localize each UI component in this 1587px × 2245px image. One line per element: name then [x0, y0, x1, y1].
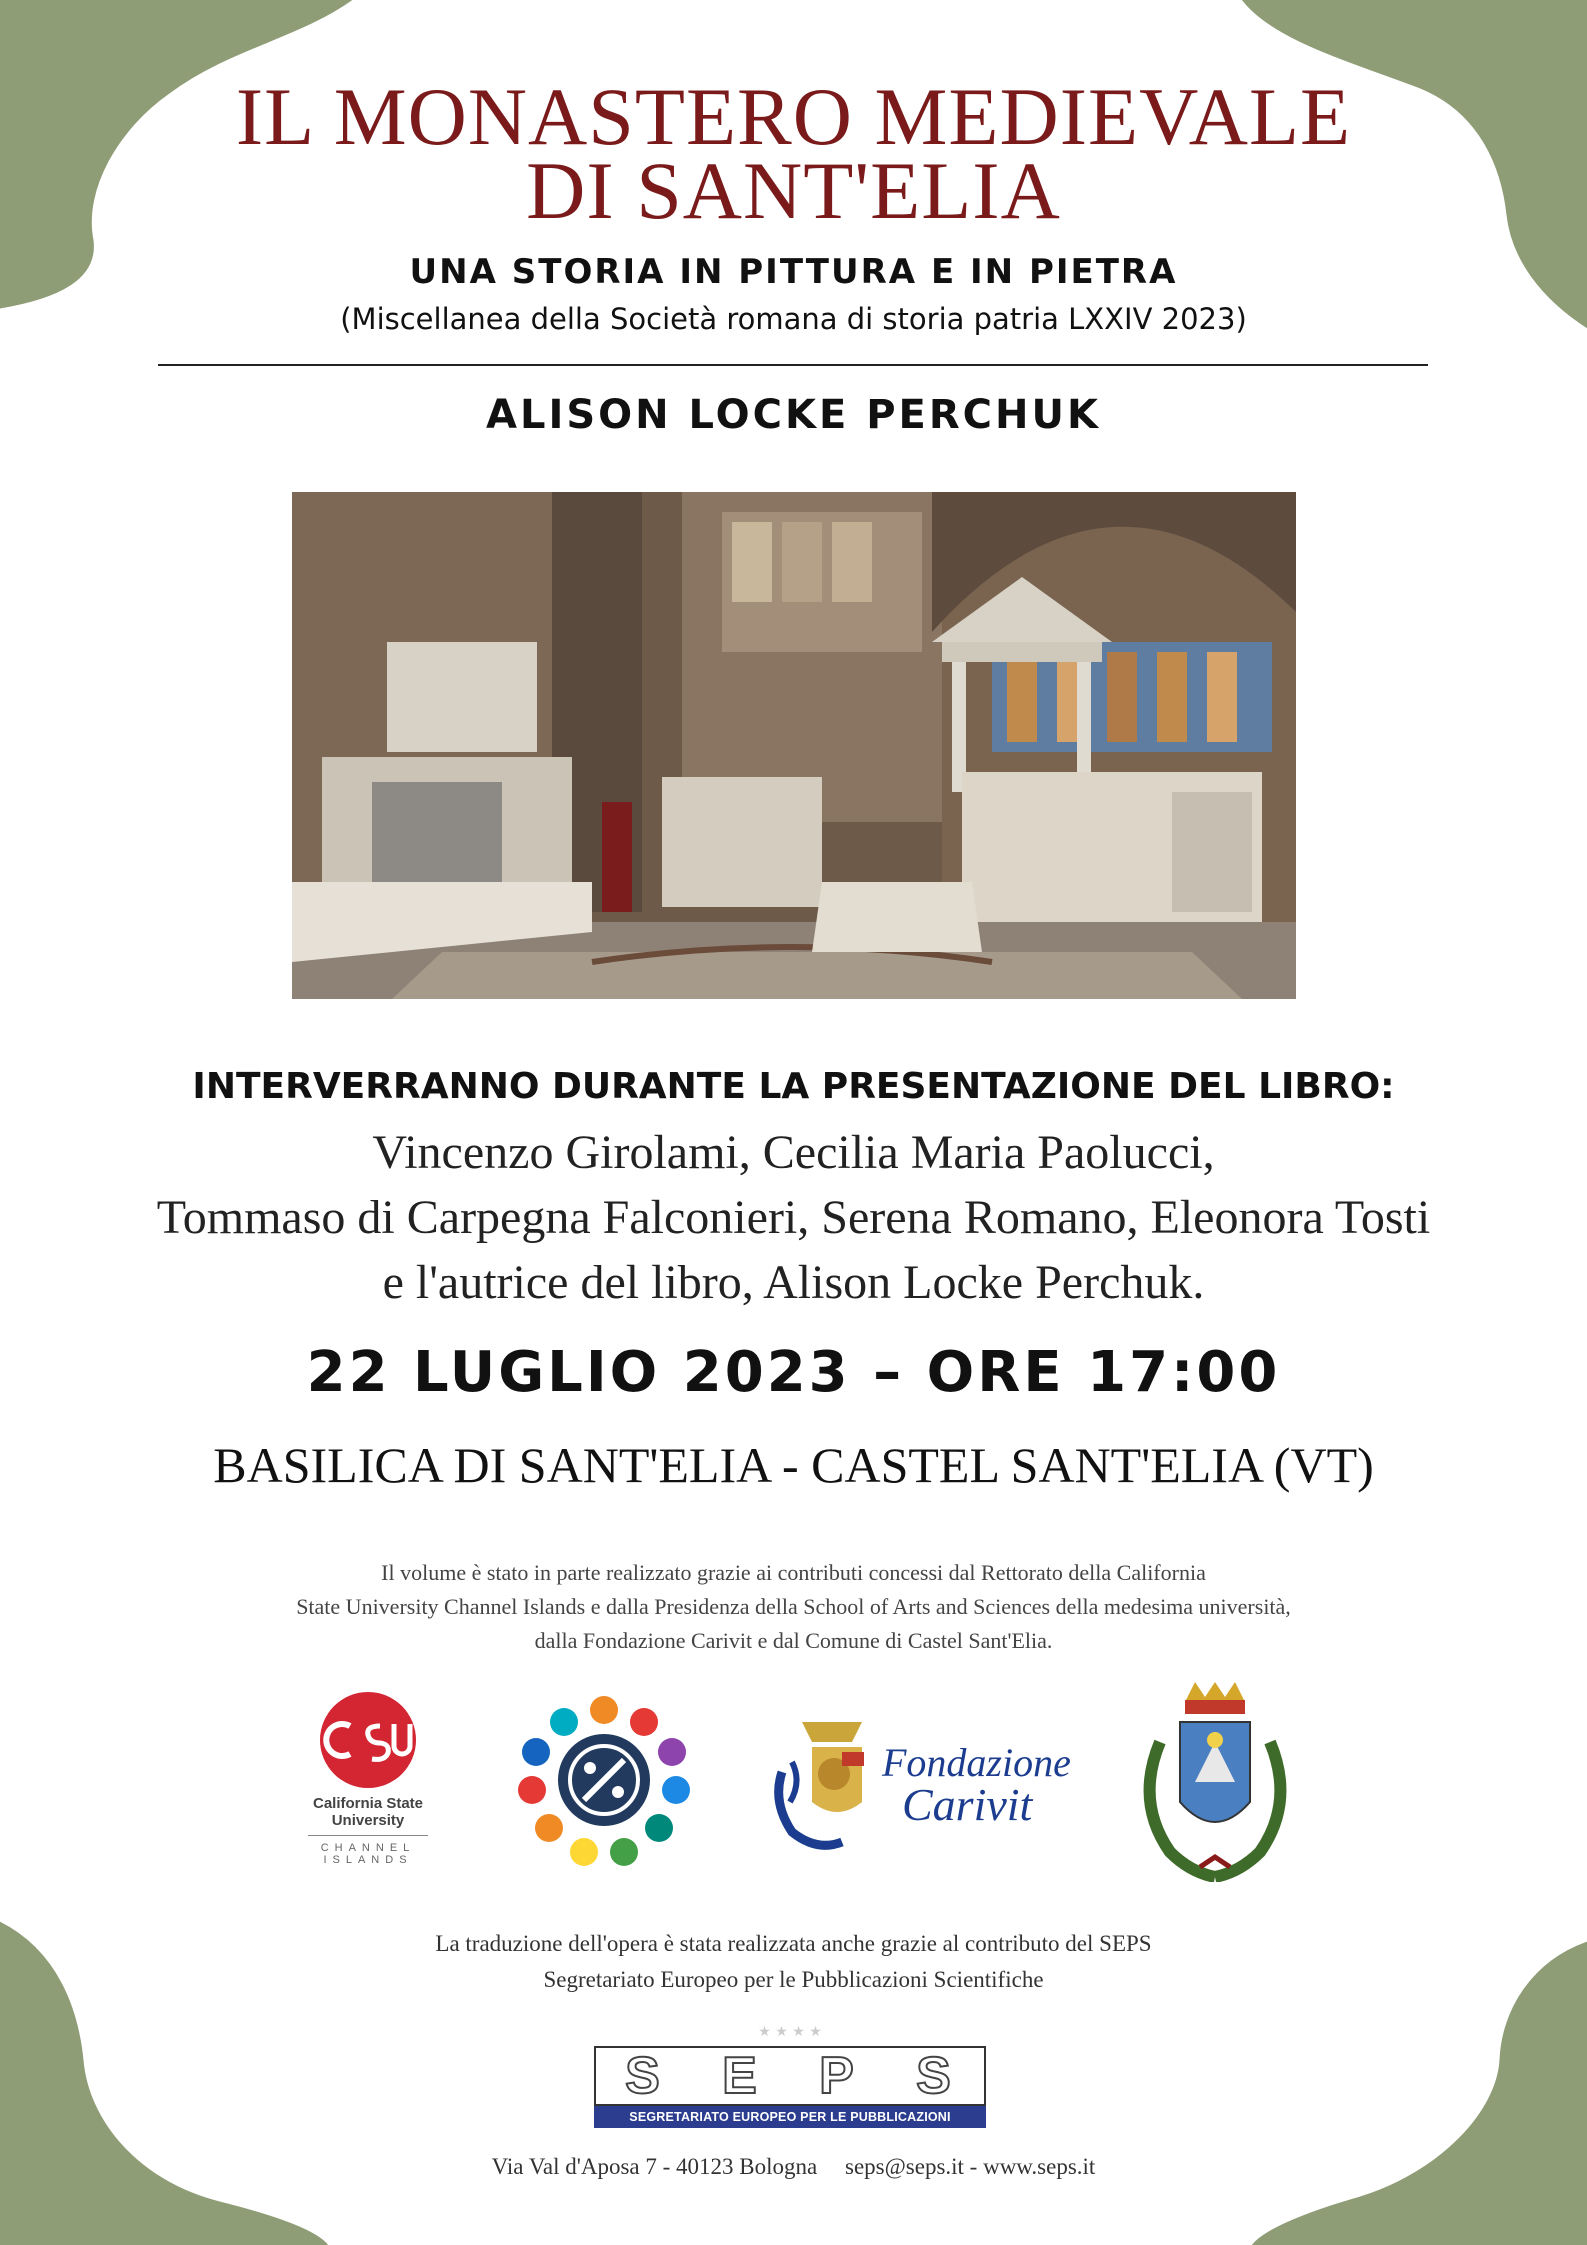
csu-name — [298, 1795, 438, 1829]
title-line-2: DI SANT'ELIA — [526, 145, 1061, 236]
translation-line-1: La traduzione dell'opera è stata realizzata anche grazie al contributo del SEPS — [435, 1931, 1152, 1956]
contact-info: seps@seps.it - www.seps.it — [845, 2154, 1096, 2179]
seps-letter: S — [625, 2047, 664, 2105]
fondazione-name — [882, 1740, 1082, 1830]
author-name: ALISON LOCKE PERCHUK — [486, 392, 1101, 438]
fondazione-line-1: Fondazione — [882, 1740, 1071, 1785]
speakers-list — [0, 1120, 1587, 1315]
arts-and-sciences-logo — [514, 1690, 694, 1870]
speakers-line-3: e l'autrice del libro, Alison Locke Perchuk. — [382, 1256, 1205, 1309]
csu-campus — [298, 1842, 438, 1866]
seps-letter: E — [722, 2047, 761, 2105]
csu-campus-line-1: CHANNEL — [320, 1842, 416, 1854]
footer-address — [0, 2154, 1587, 2180]
fondazione-line-2: Carivit — [902, 1779, 1033, 1830]
title-line-1: IL MONASTERO MEDIEVALE — [235, 71, 1352, 162]
seps-logo: ★ ★ ★ ★ S E P S SEGRETARIATO EUROPEO PER LE PUBBLICAZIONI SCIENTIFICHE — [594, 2046, 986, 2128]
seps-band: SEGRETARIATO EUROPEO PER LE PUBBLICAZIONI SCIENTIFICHE — [594, 2106, 986, 2128]
series-note: (Miscellanea della Società romana di storia patria LXXIV 2023) — [340, 302, 1247, 336]
translation-line-2: Segretariato Europeo per le Pubblicazioni Scientifiche — [543, 1967, 1044, 1992]
credits-line-3: dalla Fondazione Carivit e dal Comune di Castel Sant'Elia. — [534, 1628, 1053, 1653]
speakers-line-2: Tommaso di Carpegna Falconieri, Serena Romano, Eleonora Tosti — [156, 1191, 1431, 1244]
seps-letter: P — [819, 2047, 858, 2105]
book-subtitle: UNA STORIA IN PITTURA E IN PIETRA — [409, 252, 1178, 292]
csu-channel-islands-logo — [298, 1690, 438, 1866]
book-title — [0, 71, 1587, 236]
speakers-heading: INTERVERRANNO DURANTE LA PRESENTAZIONE DEL LIBRO: — [192, 1066, 1395, 1107]
basilica-interior-photo — [292, 492, 1296, 999]
csu-emblem-icon — [298, 1690, 438, 1790]
fondazione-carivit-logo — [772, 1712, 1072, 1872]
csu-name-line-1: California State — [312, 1795, 424, 1812]
credits-line-2: State University Channel Islands e dalla Presidenza della School of Arts and Sciences della medesima università, — [296, 1594, 1291, 1619]
castel-santelia-coat-of-arms — [1140, 1682, 1290, 1882]
seps-letter: S — [916, 2047, 955, 2105]
translation-credit — [0, 1926, 1587, 1998]
postal-address: Via Val d'Aposa 7 - 40123 Bologna — [491, 2154, 818, 2179]
event-venue: BASILICA DI SANT'ELIA - CASTEL SANT'ELIA (VT) — [213, 1437, 1374, 1493]
funding-credits — [0, 1556, 1587, 1658]
csu-name-line-2: University — [331, 1812, 405, 1829]
lion-crest-icon — [772, 1712, 892, 1862]
csu-campus-line-2: ISLANDS — [323, 1854, 413, 1866]
seps-letters — [594, 2046, 986, 2106]
credits-line-1: Il volume è stato in parte realizzato grazie ai contributi concessi dal Rettorato della California — [381, 1560, 1206, 1585]
event-datetime: 22 LUGLIO 2023 – ORE 17:00 — [306, 1340, 1281, 1405]
divider — [158, 364, 1428, 366]
speakers-line-1: Vincenzo Girolami, Cecilia Maria Paolucci, — [372, 1126, 1215, 1179]
